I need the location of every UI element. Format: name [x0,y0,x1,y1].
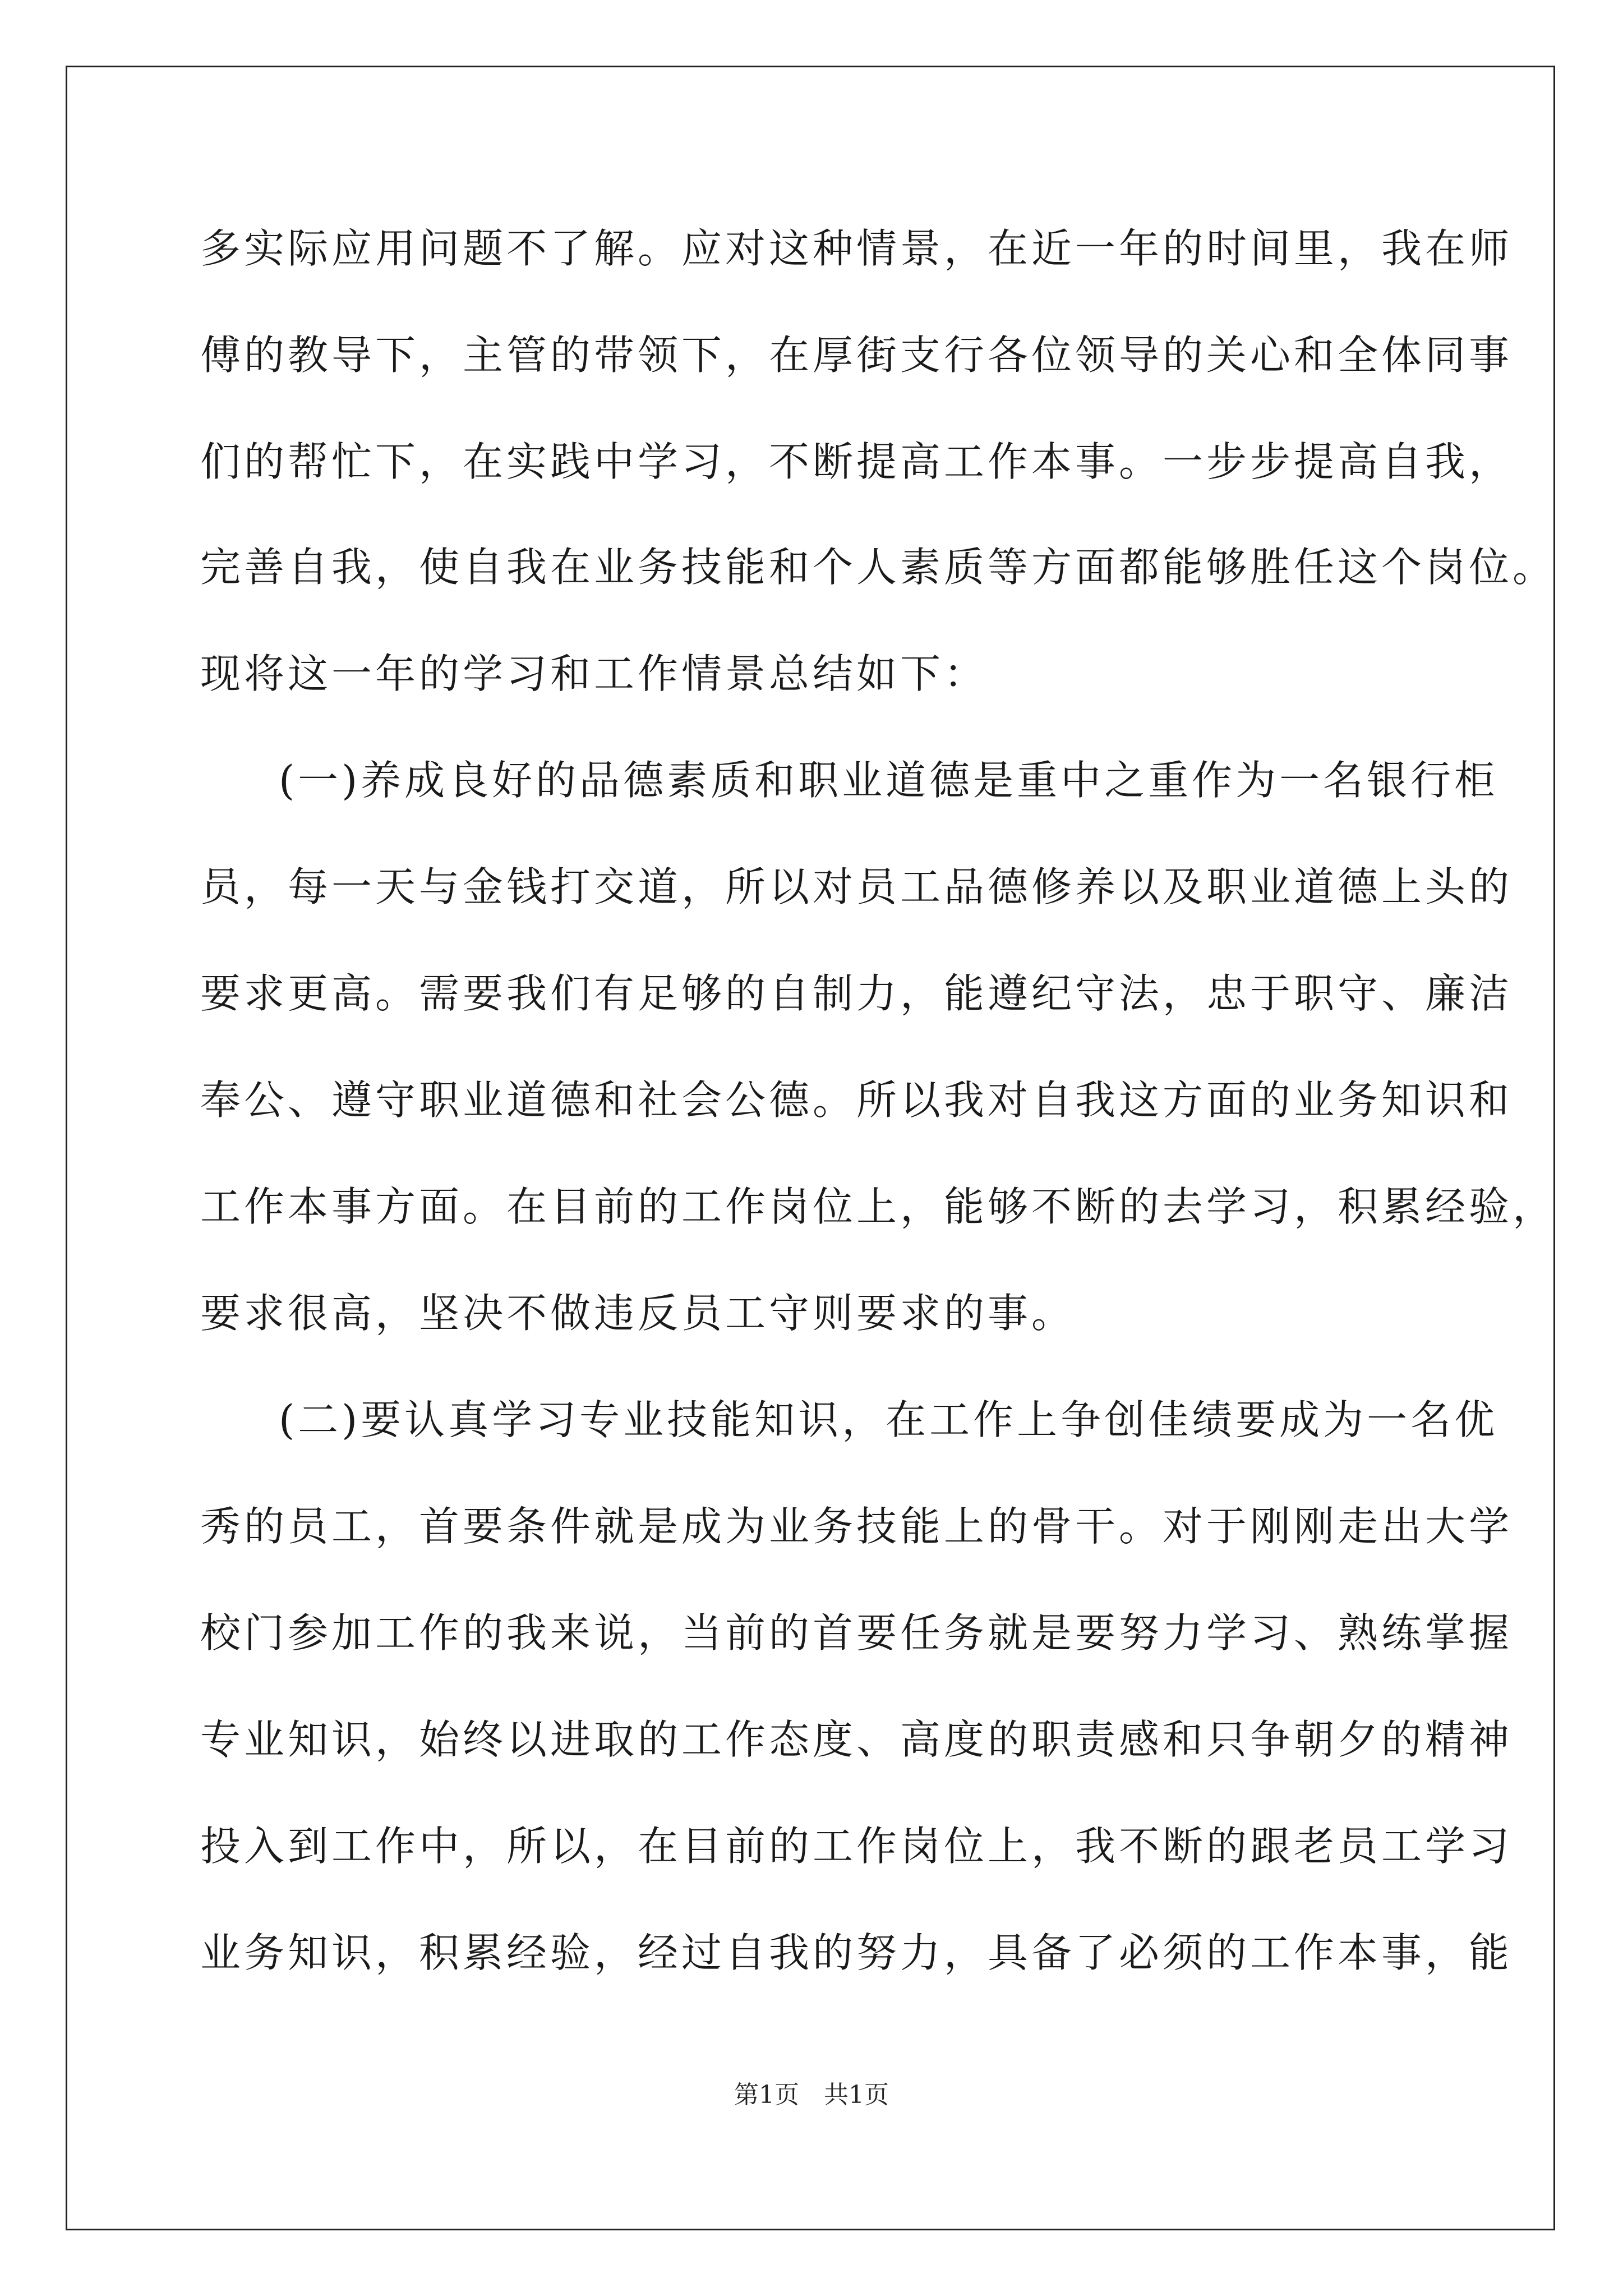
text-line: 傅的教导下，主管的带领下，在厚街支行各位领导的关心和全体同事 [200,332,1513,379]
text-line: 校门参加工作的我来说，当前的首要任务就是要努力学习、熟练掌握 [200,1609,1513,1657]
text-line: 专业知识，始终以进取的工作态度、高度的职责感和只争朝夕的精神 [200,1716,1513,1763]
text-line: 完善自我，使自我在业务技能和个人素质等方面都能够胜任这个岗位。 [200,544,1557,591]
text-line: 现将这一年的学习和工作情景总结如下： [200,650,988,697]
page-footer: 第1页 共1页 [734,2081,889,2109]
text-line: 秀的员工，首要条件就是成为业务技能上的骨干。对于刚刚走出大学 [200,1503,1513,1550]
text-line: 投入到工作中，所以，在目前的工作岗位上，我不断的跟老员工学习 [200,1823,1513,1870]
text-line: 员，每一天与金钱打交道，所以对员工品德修养以及职业道德上头的 [200,863,1513,910]
text-line: 工作本事方面。在目前的工作岗位上，能够不断的去学习，积累经验， [200,1183,1557,1230]
text-line: 们的帮忙下，在实践中学习，不断提高工作本事。一步步提高自我， [200,438,1513,485]
text-line: 要求更高。需要我们有足够的自制力，能遵纪守法，忠于职守、廉洁 [200,970,1513,1017]
text-line: 要求很高，坚决不做违反员工守则要求的事。 [200,1290,1076,1337]
paragraph-heading-line: (一)养成良好的品德素质和职业道德是重中之重作为一名银行柜 [279,757,1498,804]
text-line: 多实际应用问题不了解。应对这种情景，在近一年的时间里，我在师 [200,225,1513,272]
page-border [66,66,1555,2230]
text-line: 奉公、遵守职业道德和社会公德。所以我对自我这方面的业务知识和 [200,1076,1513,1124]
paragraph-heading-line: (二)要认真学习专业技能知识，在工作上争创佳绩要成为一名优 [279,1396,1498,1443]
text-line: 业务知识，积累经验，经过自我的努力，具备了必须的工作本事，能 [200,1929,1513,1976]
